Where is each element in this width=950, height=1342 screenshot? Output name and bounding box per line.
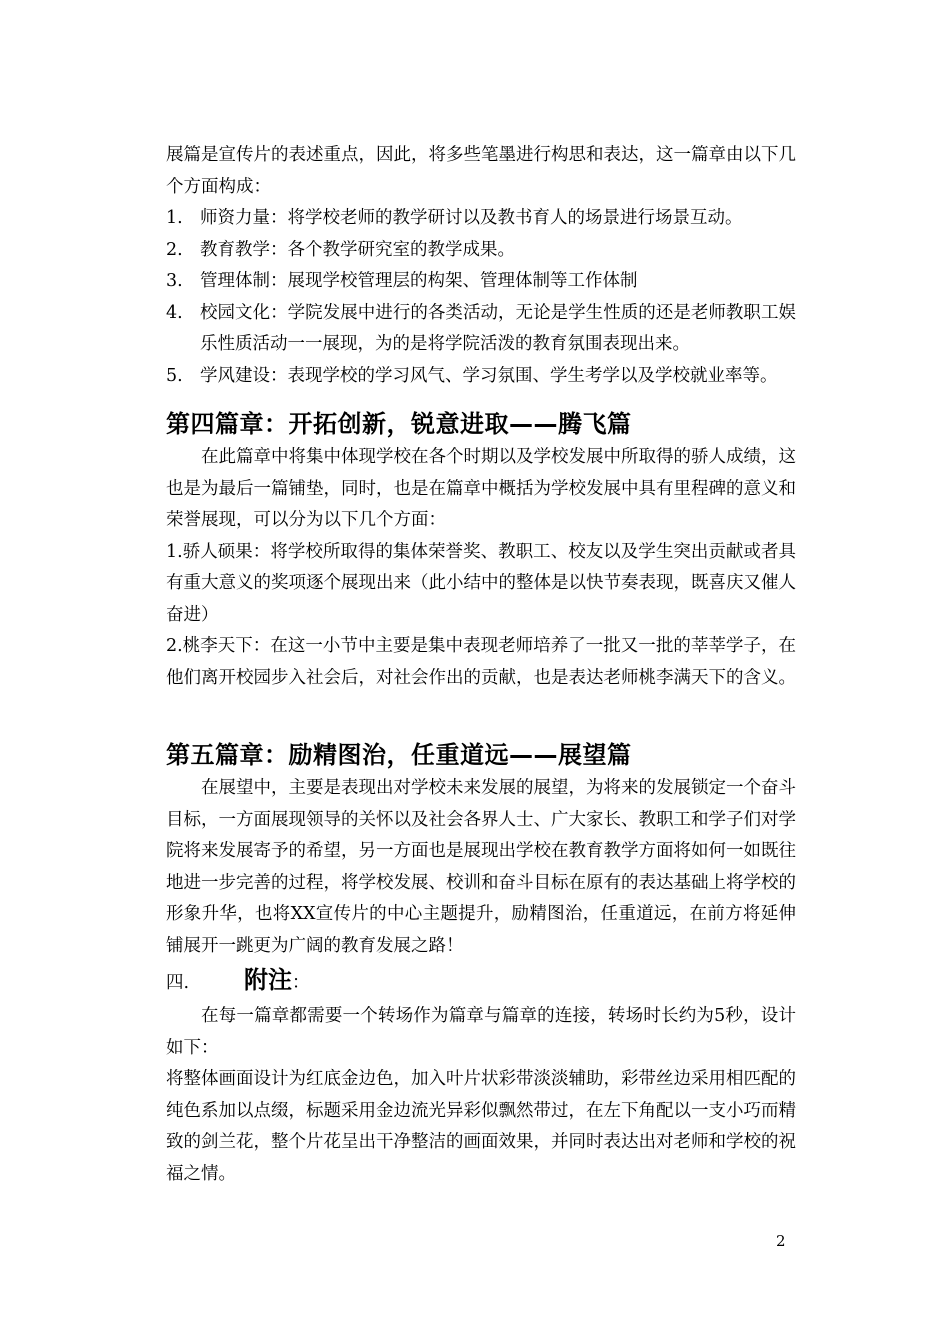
page-number: 2 — [776, 1232, 786, 1250]
note-paragraph-2: 将整体画面设计为红底金边色，加入叶片状彩带淡淡辅助，彩带丝边采用相匹配的纯色系加以点缀，标题采用金边流光异彩似飘然带过，在左下角配以一支小巧而精致的剑兰花，整个片花呈出干净整洁的画面效果，并同时表达出对老师和学校的祝福之情。 — [166, 1069, 796, 1184]
chapter4-point2: 2.桃李天下：在这一小节中主要是集中表现老师培养了一批又一批的莘莘学子，在他们离开校园步入社会后，对社会作出的贡献，也是表达老师桃李满天下的含义。 — [166, 636, 796, 688]
list-text: 教育教学：各个教学研究室的教学成果。 — [200, 239, 515, 260]
list-item — [166, 361, 796, 393]
chapter4-paragraph: 在此篇章中将集中体现学校在各个时期以及学校发展中所取得的骄人成绩，这也是为最后一篇铺垫，同时，也是在篇章中概括为学校发展中具有里程碑的意义和荣誉展现，可以分为以下几个方面： — [166, 447, 796, 530]
chapter5-paragraph: 在展望中，主要是表现出对学校未来发展的展望，为将来的发展锁定一个奋斗目标，一方面展现领导的关怀以及社会各界人士、广大家长、教职工和学子们对学院将来发展寄予的希望，另一方面也是展现出学校在教育教学方面将如何一如既往地进一步完善的过程，将学校发展、校训和奋斗目标在原有的表达基础上将学校的形象升华，也将XX宣传片的中心主题提升，励精图治，任重道远，在前方将延伸铺展开一跳更为广阔的教育发展之路！ — [166, 778, 796, 956]
list-item — [166, 235, 796, 267]
chapter4-point1: 1.骄人硕果：将学校所取得的集体荣誉奖、教职工、校友以及学生突出贡献或者具有重大意义的奖项逐个展现出来（此小结中的整体是以快节奏表现，既喜庆又催人奋进） — [166, 541, 796, 625]
note-colon: ： — [292, 973, 310, 993]
list-item — [166, 203, 796, 235]
list-text: 管理体制：展现学校管理层的构架、管理体制等工作体制 — [200, 271, 638, 291]
list-text: 校园文化：学院发展中进行的各类活动，无论是学生性质的还是老师教职工娱乐性质活动一一展现，为的是将学院活泼的教育氛围表现出来。 — [200, 302, 796, 354]
page-content — [166, 140, 796, 1190]
list-text: 学风建设：表现学校的学习风气、学习氛围、学生考学以及学校就业率等。 — [200, 365, 778, 386]
chapter5-heading: 第五篇章：励精图治，任重道远——展望篇 — [166, 741, 632, 769]
chapter4-heading: 第四篇章：开拓创新，锐意进取——腾飞篇 — [166, 410, 632, 438]
note-paragraph-1: 在每一篇章都需要一个转场作为篇章与篇章的连接，转场时长约为5秒，设计如下： — [166, 1006, 796, 1058]
list-number: 5. — [166, 365, 183, 386]
note-title: 附注 — [244, 966, 292, 994]
list-number: 2. — [166, 239, 183, 260]
list-number: 1. — [166, 208, 183, 228]
list-item — [166, 298, 796, 361]
note-heading — [166, 962, 796, 1001]
list-number: 3. — [166, 271, 183, 291]
intro-paragraph: 展篇是宣传片的表述重点，因此，将多些笔墨进行构思和表达，这一篇章由以下几个方面构成： — [166, 145, 796, 197]
note-number: 四. — [166, 973, 190, 993]
list-item — [166, 266, 796, 298]
list-number: 4. — [166, 302, 183, 323]
list-text: 师资力量：将学校老师的教学研讨以及教书育人的场景进行场景互动。 — [200, 208, 743, 228]
